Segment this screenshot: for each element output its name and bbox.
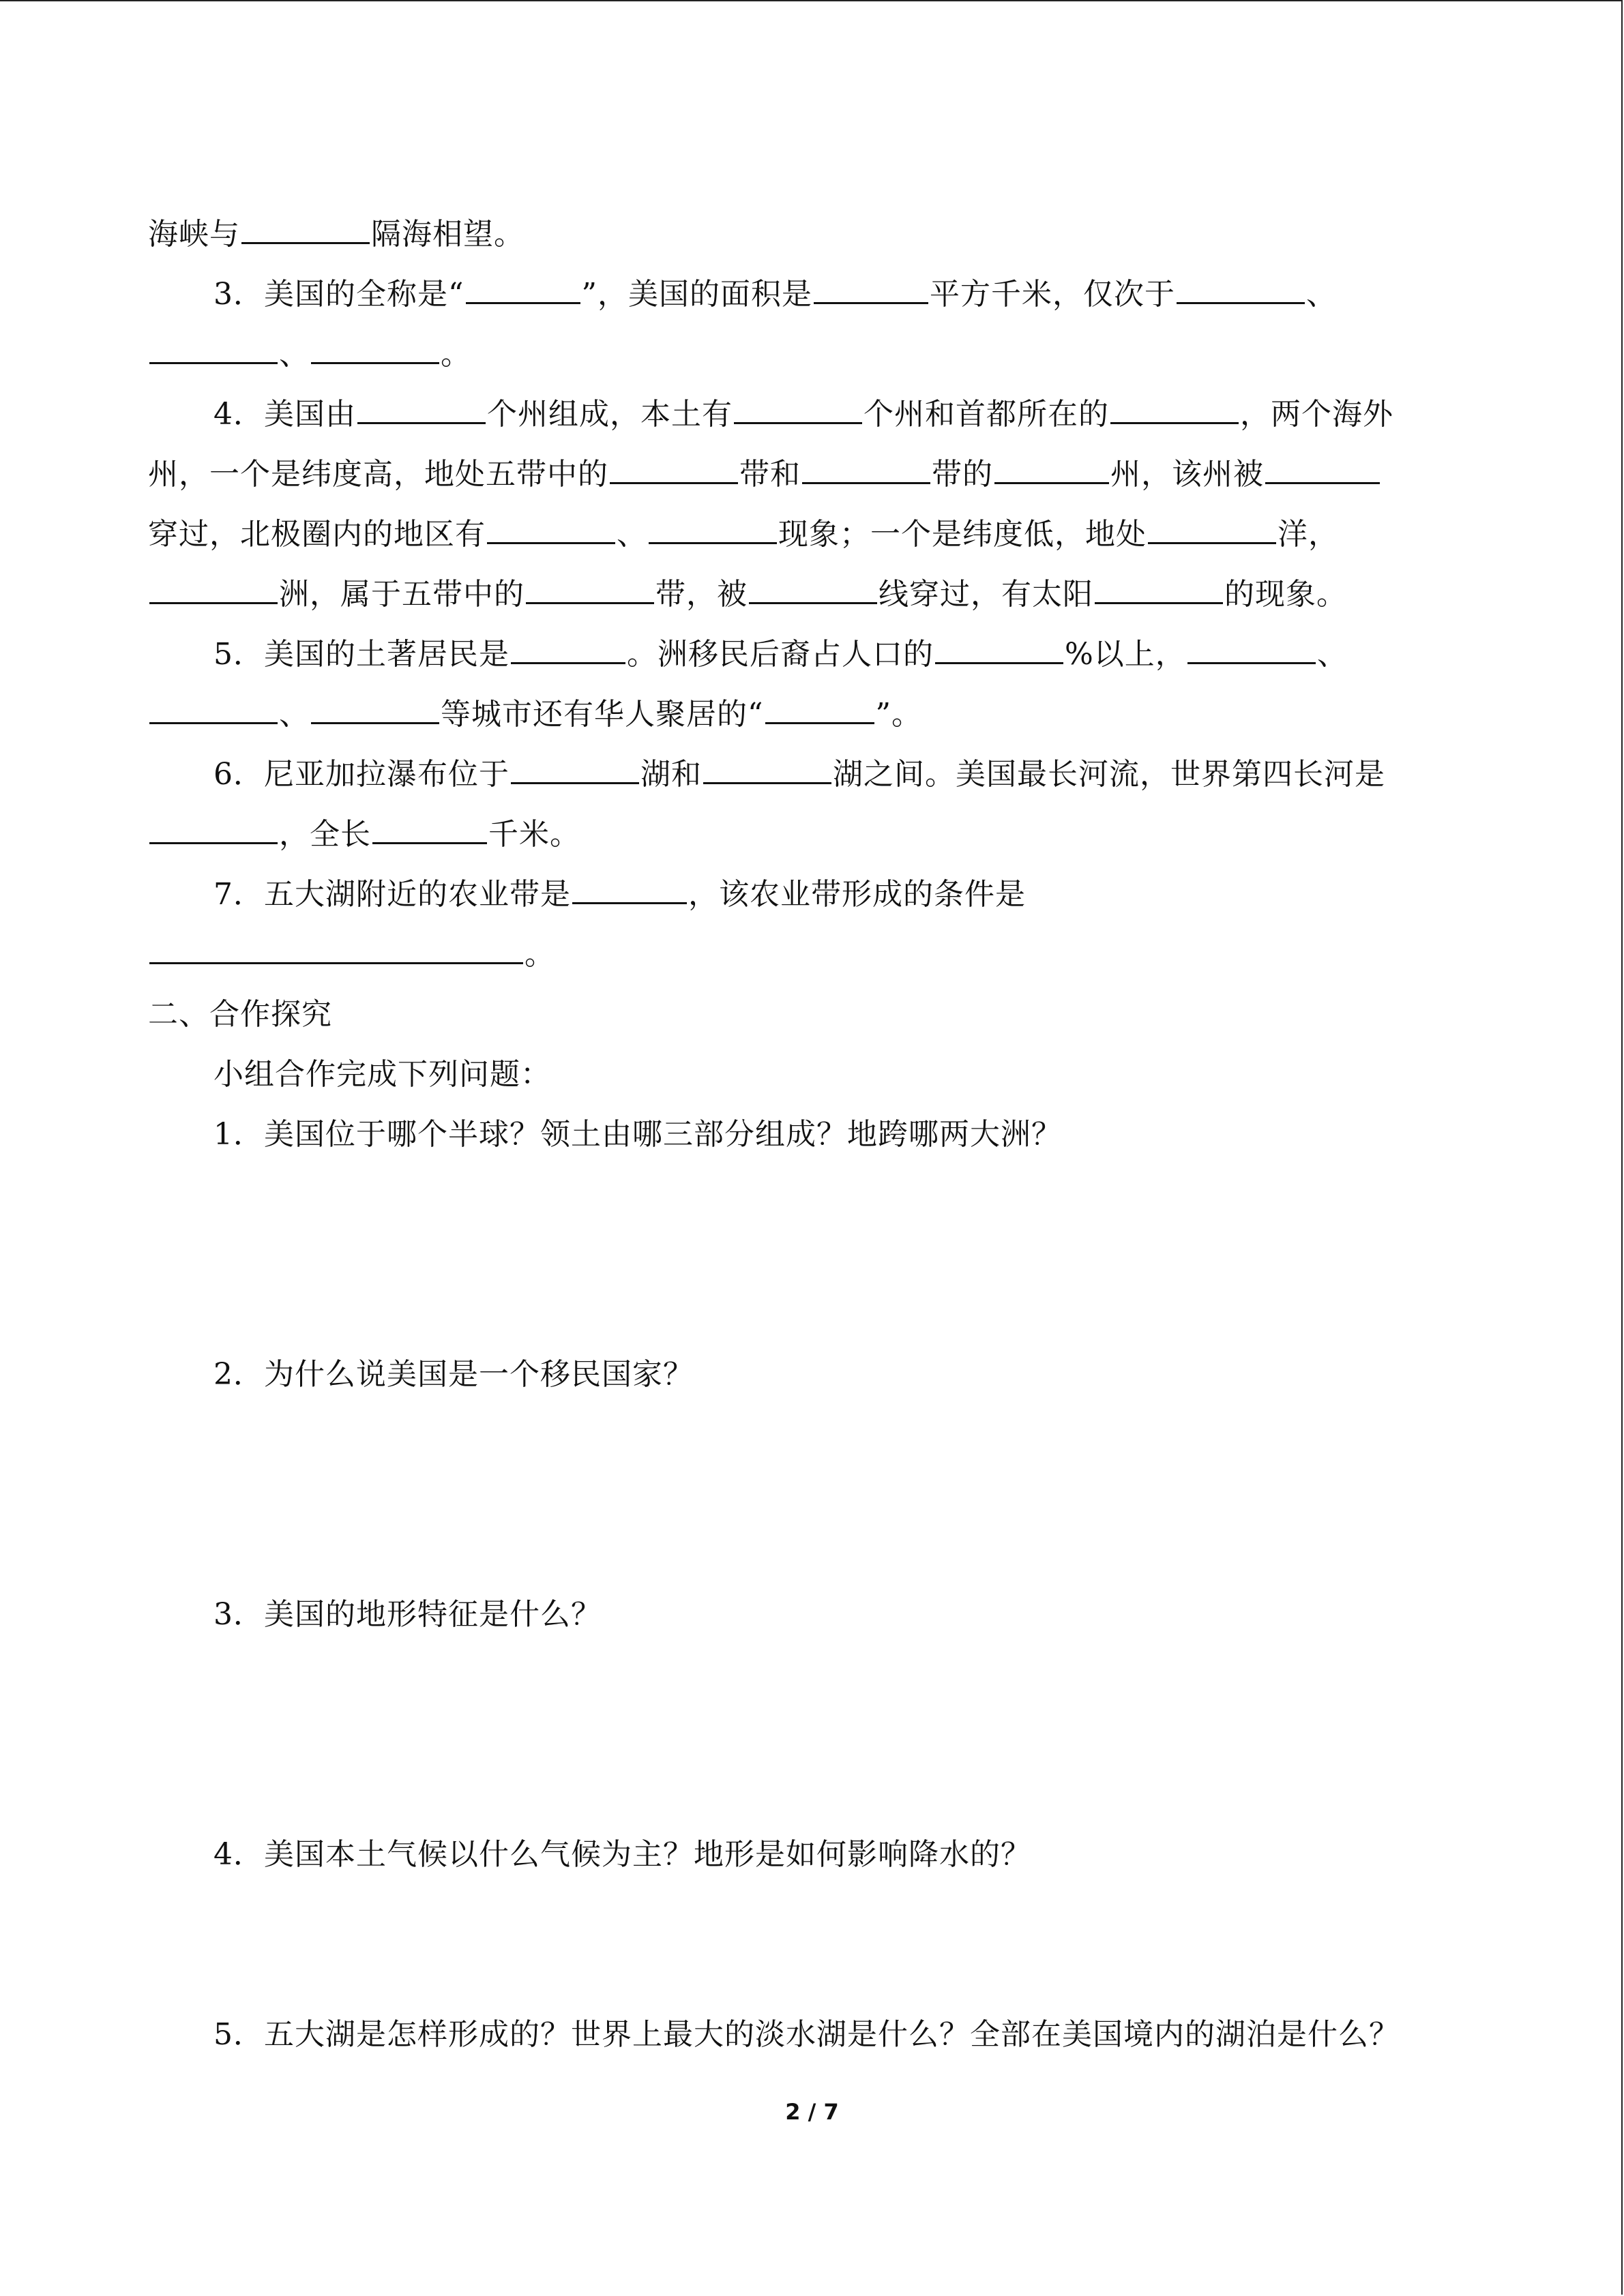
page-number: 2 / 7: [785, 2099, 839, 2125]
section-heading: 二、合作探究: [148, 997, 332, 1032]
text: 带和: [739, 457, 801, 492]
question-3-line-1: [148, 265, 1464, 325]
discussion-question-3: 3．美国的地形特征是什么？: [213, 1597, 602, 1632]
answer-space[interactable]: [148, 1165, 1464, 1345]
discussion-question-1: 1．美国位于哪个半球？领土由哪三部分组成？地跨哪两大洲？: [213, 1117, 1062, 1152]
text: 的现象。: [1224, 577, 1347, 612]
text: 7．五大湖附近的农业带是: [213, 877, 571, 912]
text: 。: [441, 337, 471, 372]
answer-blank[interactable]: [1095, 568, 1223, 604]
text: 、: [279, 337, 310, 372]
discussion-question-5: 5．五大湖是怎样形成的？世界上最大的淡水湖是什么？全部在美国境内的湖泊是什么？: [213, 2017, 1400, 2052]
answer-space[interactable]: [148, 1885, 1464, 2005]
line-strait: [148, 205, 1464, 265]
answer-space[interactable]: [148, 1405, 1464, 1585]
text: 、: [1316, 637, 1348, 672]
answer-blank[interactable]: [1148, 508, 1276, 544]
answer-blank[interactable]: [487, 508, 615, 544]
answer-blank[interactable]: [372, 808, 487, 844]
answer-blank[interactable]: [572, 868, 687, 904]
answer-blank[interactable]: [610, 448, 738, 484]
question-4-line-4: [148, 565, 1464, 625]
answer-space[interactable]: [148, 1645, 1464, 1825]
answer-blank[interactable]: [511, 748, 639, 784]
answer-blank[interactable]: [765, 688, 874, 724]
text: 穿过，北极圈内的地区有: [148, 517, 486, 552]
text: 6．尼亚加拉瀑布位于: [213, 757, 510, 792]
answer-blank[interactable]: [149, 928, 523, 964]
text: 5．美国的土著居民是: [213, 637, 510, 672]
answer-blank[interactable]: [1177, 268, 1305, 304]
text: ，两个海外: [1240, 397, 1393, 432]
answer-blank[interactable]: [749, 568, 877, 604]
answer-blank[interactable]: [994, 448, 1109, 484]
answer-blank[interactable]: [703, 748, 831, 784]
text: 带的: [932, 457, 993, 492]
answer-blank[interactable]: [649, 508, 777, 544]
answer-blank[interactable]: [1187, 628, 1316, 664]
discussion-question-4: 4．美国本土气候以什么气候为主？地形是如何影响降水的？: [213, 1837, 1031, 1872]
text: 。洲移民后裔占人口的: [627, 637, 934, 672]
text: 隔海相望。: [371, 217, 525, 252]
text: 现象；一个是纬度低，地处: [778, 517, 1147, 552]
text: ”。: [875, 697, 922, 732]
answer-blank[interactable]: [802, 448, 930, 484]
text: 平方千米，仅次于: [930, 277, 1175, 312]
text: 4．美国由: [213, 397, 356, 432]
text: 线穿过，有太阳: [879, 577, 1093, 612]
text: 州，一个是纬度高，地处五带中的: [148, 457, 608, 492]
text: 、: [1306, 277, 1337, 312]
text: ，该农业带形成的条件是: [688, 877, 1026, 912]
question-3-line-2: [148, 325, 1464, 385]
text: 个州和首都所在的: [863, 397, 1109, 432]
question-4-line-3: [148, 505, 1464, 565]
text: 海峡与: [148, 217, 240, 252]
discussion-question-2: 2．为什么说美国是一个移民国家？: [213, 1357, 694, 1392]
text: 湖和: [640, 757, 702, 792]
answer-blank[interactable]: [466, 268, 580, 304]
question-7-line-1: [148, 865, 1464, 925]
answer-blank[interactable]: [149, 688, 278, 724]
question-5-line-2: [148, 685, 1464, 745]
answer-blank[interactable]: [357, 388, 486, 424]
section-intro: 小组合作完成下列问题：: [213, 1057, 551, 1092]
question-4-line-2: [148, 445, 1464, 505]
text: 洋，: [1278, 517, 1339, 552]
question-7-line-2: [148, 925, 1464, 985]
answer-blank[interactable]: [526, 568, 654, 604]
worksheet-content: [148, 205, 1464, 2065]
question-6-line-1: [148, 745, 1464, 805]
text: 洲，属于五带中的: [279, 577, 525, 612]
text: 等城市还有华人聚居的“: [441, 697, 764, 732]
text: 州，该州被: [1110, 457, 1264, 492]
answer-blank[interactable]: [149, 328, 278, 364]
text: ”，美国的面积是: [581, 277, 812, 312]
text: 个州组成，本土有: [487, 397, 733, 432]
text: 千米。: [488, 817, 580, 852]
text: 、: [617, 517, 647, 552]
answer-blank[interactable]: [311, 688, 439, 724]
question-6-line-2: [148, 805, 1464, 865]
answer-blank[interactable]: [241, 208, 370, 244]
answer-blank[interactable]: [311, 328, 439, 364]
answer-blank[interactable]: [149, 808, 278, 844]
text: 、: [279, 697, 310, 732]
text: 带，被: [655, 577, 748, 612]
text: %以上，: [1065, 637, 1186, 672]
answer-blank[interactable]: [511, 628, 625, 664]
question-4-line-1: [148, 385, 1464, 445]
answer-blank[interactable]: [734, 388, 862, 424]
answer-blank[interactable]: [1110, 388, 1239, 424]
answer-blank[interactable]: [1265, 448, 1380, 484]
text: 湖之间。美国最长河流，世界第四长河是: [833, 757, 1385, 792]
question-5-line-1: [148, 625, 1464, 685]
text: 。: [525, 937, 555, 972]
answer-blank[interactable]: [814, 268, 928, 304]
text: ，全长: [279, 817, 371, 852]
answer-blank[interactable]: [149, 568, 278, 604]
answer-blank[interactable]: [935, 628, 1063, 664]
text: 3．美国的全称是“: [213, 277, 464, 312]
